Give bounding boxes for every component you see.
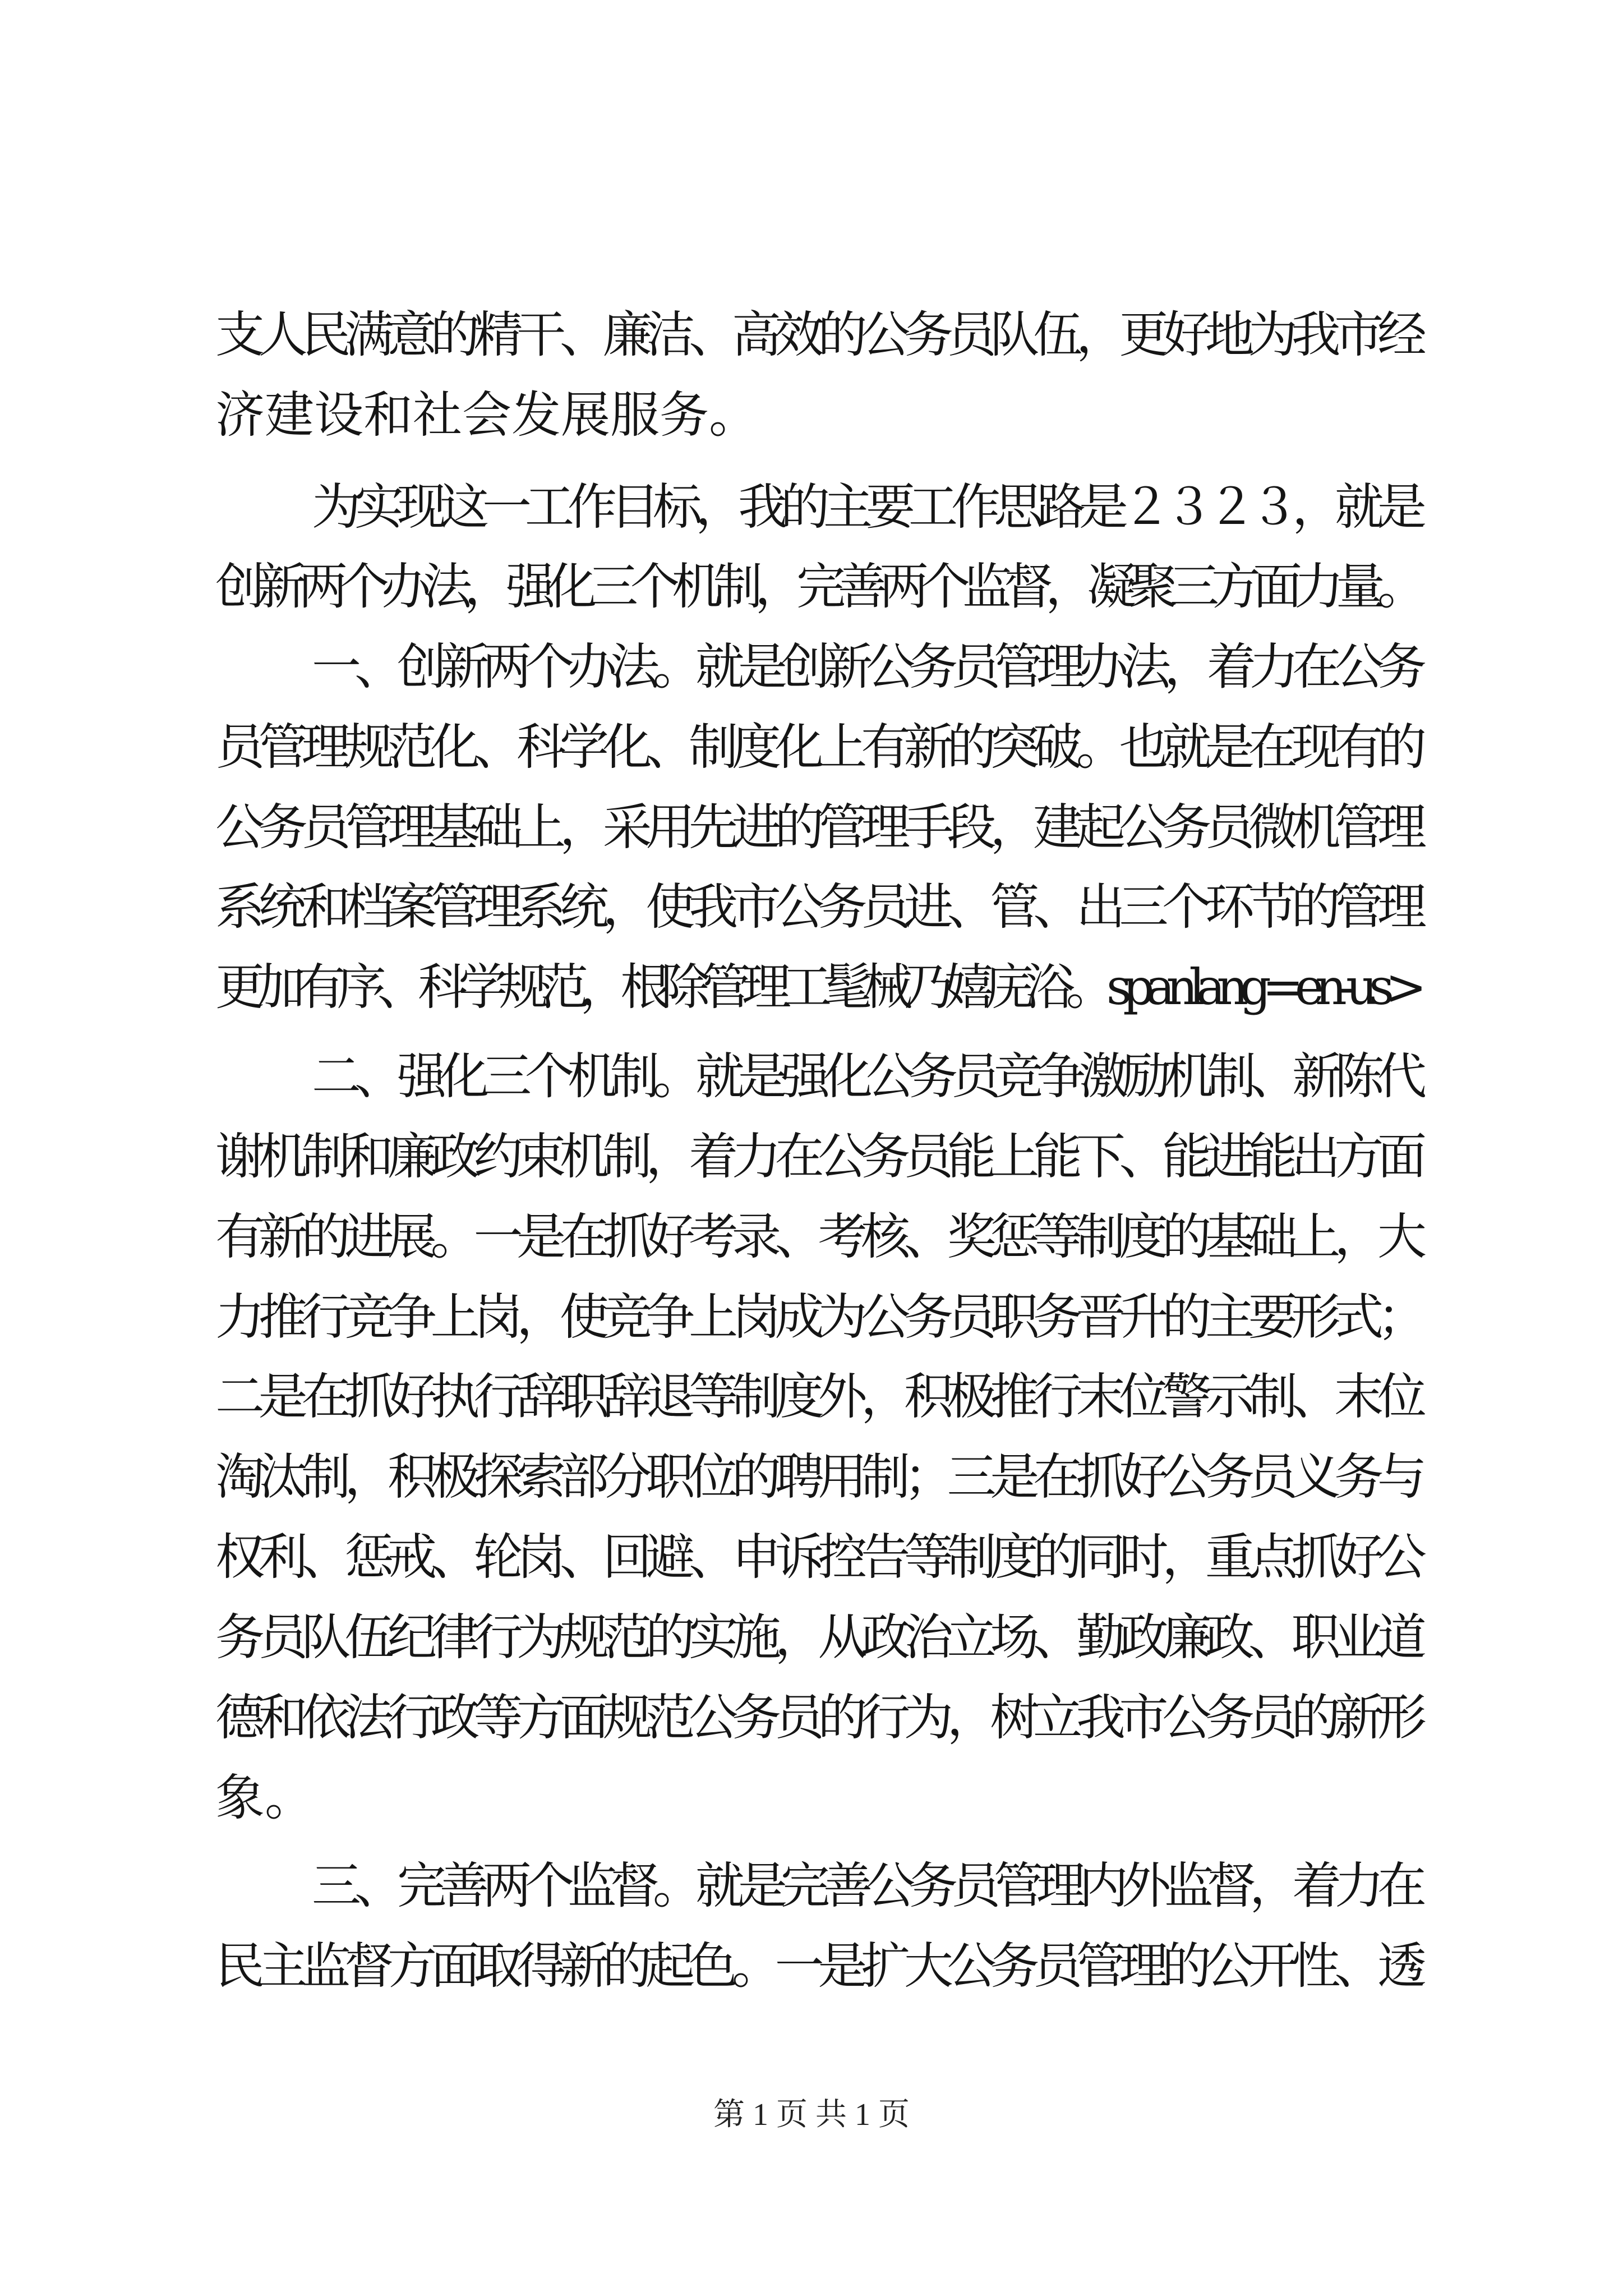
- text-line: 公务员管理基础上，采用先进的管理手段，建起公务员微机管理: [215, 798, 1421, 856]
- page-footer: 第 1 页 共 1 页: [713, 2097, 910, 2132]
- text-line: 更加有序、科学规范，根除管理工髦械乃嬉庑浴。spanlang=en-us>: [215, 958, 1418, 1016]
- text-line: 系统和档案管理系统，使我市公务员进、管、出三个环节的管理: [215, 878, 1421, 936]
- text-line: 有新的进展。一是在抓好考录、考核、奖惩等制度的基础上，大: [215, 1208, 1421, 1266]
- text-line: 象。: [215, 1769, 315, 1826]
- text-line: 员管理规范化、科学化、制度化上有新的突破。也就是在现有的: [215, 718, 1421, 776]
- text-line: 力推行竞争上岗，使竞争上岗成为公务员职务晋升的主要形式；: [215, 1288, 1421, 1346]
- paragraph-first-line: 为实现这一工作目标，我的主要工作思路是２３２３，就是: [312, 478, 1421, 536]
- text-line: 支人民满意的精干、廉洁、高效的公务员队伍，更好地为我市经: [215, 306, 1421, 364]
- text-line: 淘汰制，积极探索部分职位的聘用制；三是在抓好公务员义务与: [215, 1448, 1421, 1506]
- text-line: 务员队伍纪律行为规范的实施，从政治立场、勤政廉政、职业道: [215, 1608, 1421, 1666]
- text-line: 济建设和社会发展服务。: [215, 386, 759, 444]
- text-line: 创新两个办法，强化三个机制，完善两个监督，凝聚三方面力量。: [215, 558, 1419, 615]
- text-line: 权利、惩戒、轮岗、回避、申诉控告等制度的同时，重点抓好公: [215, 1528, 1421, 1586]
- text-line: 谢机制和廉政约束机制，着力在公务员能上能下、能进能出方面: [215, 1128, 1421, 1185]
- section-heading-line: 三、完善两个监督。就是完善公务员管理内外监督，着力在: [312, 1857, 1421, 1915]
- section-heading-line: 二、强化三个机制。就是强化公务员竞争激励机制、新陈代: [312, 1047, 1421, 1105]
- section-heading-line: 一、创新两个办法。就是创新公务员管理办法，着力在公务: [312, 638, 1421, 696]
- text-line: 德和依法行政等方面规范公务员的行为，树立我市公务员的新形: [215, 1688, 1421, 1746]
- text-line: 民主监督方面取得新的起色。一是扩大公务员管理的公开性、透: [215, 1937, 1421, 1995]
- text-line: 二是在抓好执行辞职辞退等制度外，积极推行末位警示制、末位: [215, 1368, 1421, 1425]
